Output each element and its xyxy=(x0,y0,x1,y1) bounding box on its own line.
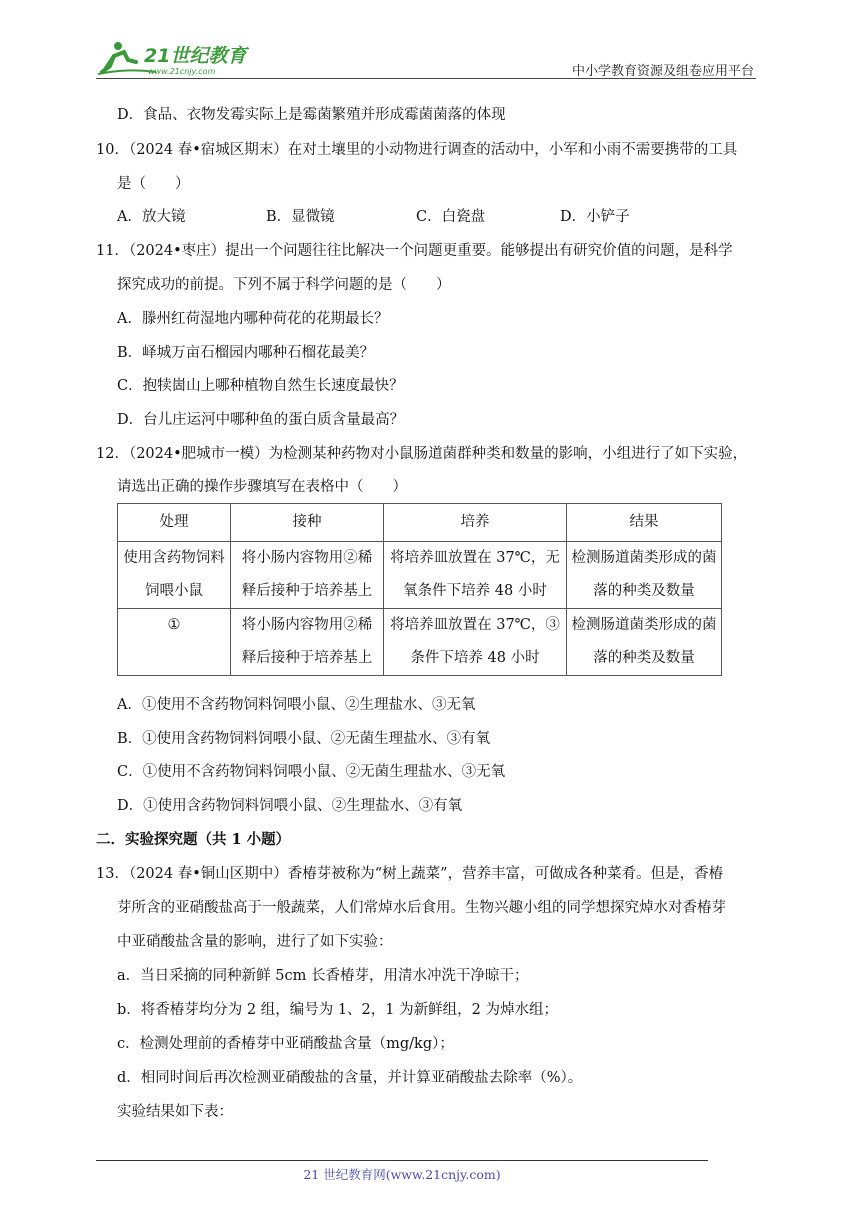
q13-step-a: a．当日采摘的同种新鲜 5cm 长香椿芽，用清水冲洗干净晾干； xyxy=(117,968,529,984)
q11-option-c: C．抱犊崮山上哪种植物自然生长速度最快？ xyxy=(117,378,404,394)
q9-option-d: D．食品、衣物发霉实际上是霉菌繁殖并形成霉菌菌落的体现 xyxy=(117,107,506,123)
q13-step-b: b．将香椿芽均分为 2 组，编号为 1、2，1 为新鲜组，2 为焯水组； xyxy=(117,1002,558,1018)
q13-stem-line1: 13．（2024 春•铜山区期中）香椿芽被称为“树上蔬菜”，营养丰富，可做成各种菜肴。但是，香椿 xyxy=(96,866,724,882)
q13-stem-line2: 芽所含的亚硝酸盐高于一般蔬菜，人们常焯水后食用。生物兴趣小组的同学想探究焯水对香椿芽 xyxy=(117,900,726,916)
footer-link[interactable]: 21 世纪教育网(www.21cnjy.com) xyxy=(303,1167,501,1182)
site-logo xyxy=(96,38,266,78)
table-header-cell: 结果 xyxy=(567,504,722,542)
platform-name: 中小学教育资源及组卷应用平台 xyxy=(571,64,754,79)
q10-option-a: A．放大镜 xyxy=(117,209,186,225)
q13-stem-line3: 中亚硝酸盐含量的影响，进行了如下实验： xyxy=(117,934,393,950)
cell-line: 将小肠内容物用②稀 xyxy=(241,550,373,566)
table-cell xyxy=(118,609,231,676)
cell-line: 氧条件下培养 48 小时 xyxy=(403,583,547,599)
cell-line: 饲喂小鼠 xyxy=(145,583,203,599)
table-header-row xyxy=(118,504,722,542)
q10-option-b: B．显微镜 xyxy=(266,209,335,225)
cell-line: 条件下培养 48 小时 xyxy=(410,650,540,666)
cell-line: 落的种类及数量 xyxy=(593,650,695,666)
q12-option-d: D．①使用含药物饲料饲喂小鼠、②生理盐水、③有氧 xyxy=(117,798,463,814)
table-cell xyxy=(567,609,722,676)
cell-line: 将小肠内容物用②稀 xyxy=(241,617,373,633)
experiment-table xyxy=(117,503,722,676)
logo-url: www.21cnjy.com xyxy=(148,67,216,76)
table-cell xyxy=(567,542,722,609)
table-cell xyxy=(118,542,231,609)
cell-line: 释后接种于培养基上 xyxy=(241,650,373,666)
q11-option-b: B．峄城万亩石榴园内哪种石榴花最美？ xyxy=(117,345,375,361)
table-cell xyxy=(231,542,384,609)
q10-stem-line2: 是（ ） xyxy=(117,176,190,192)
table-header-cell: 处理 xyxy=(118,504,231,542)
q10-option-d: D．小铲子 xyxy=(560,209,630,225)
table-header-cell: 培养 xyxy=(384,504,567,542)
section-title: 二．实验探究题（共 1 小题） xyxy=(96,831,291,848)
cell-line: ① xyxy=(167,617,181,633)
q12-stem-line2: 请选出正确的操作步骤填写在表格中（ ） xyxy=(117,479,407,495)
table-cell xyxy=(231,609,384,676)
footer-divider xyxy=(96,1160,708,1161)
cell-line: 使用含药物饲料 xyxy=(123,550,225,566)
q11-stem-line2: 探究成功的前提。下列不属于科学问题的是（ ） xyxy=(117,277,451,293)
cell-line: 释后接种于培养基上 xyxy=(241,583,373,599)
table-row xyxy=(118,542,722,609)
q11-option-d: D．台儿庄运河中哪种鱼的蛋白质含量最高？ xyxy=(117,412,405,428)
q10-option-c: C．白瓷盘 xyxy=(416,209,486,225)
table-cell xyxy=(384,609,567,676)
q10-stem-line1: 10．（2024 春•宿城区期末）在对土壤里的小动物进行调查的活动中，小军和小雨不需要携带的工具 xyxy=(96,142,738,158)
q12-option-c: C．①使用不含药物饲料饲喂小鼠、②无菌生理盐水、③无氧 xyxy=(117,764,506,780)
q13-step-d: d．相同时间后再次检测亚硝酸盐的含量，并计算亚硝酸盐去除率（%）。 xyxy=(117,1070,583,1086)
q12-stem-line1: 12．（2024•肥城市一模）为检测某种药物对小鼠肠道菌群种类和数量的影响，小组进行了如下实验， xyxy=(96,446,748,462)
q13-result-intro: 实验结果如下表： xyxy=(117,1104,233,1120)
cell-line: 检测肠道菌类形成的菌 xyxy=(571,617,717,633)
page-header xyxy=(96,38,756,79)
q11-option-a: A．滕州红荷湿地内哪种荷花的花期最长？ xyxy=(117,311,389,327)
q11-stem-line1: 11．（2024•枣庄）提出一个问题往往比解决一个问题更重要。能够提出有研究价值的问题，是科学 xyxy=(96,243,733,259)
cell-line: 检测肠道菌类形成的菌 xyxy=(571,550,717,566)
logo-text: 21世纪教育 xyxy=(144,45,247,67)
q12-option-a: A．①使用不含药物饲料饲喂小鼠、②生理盐水、③无氧 xyxy=(117,697,476,713)
table-row xyxy=(118,609,722,676)
cell-line: 将培养皿放置在 37℃，无 xyxy=(390,550,560,566)
table-cell xyxy=(384,542,567,609)
cell-line: 将培养皿放置在 37℃，③ xyxy=(390,617,560,633)
q13-step-c: c．检测处理前的香椿芽中亚硝酸盐含量（mg/kg）； xyxy=(117,1036,454,1052)
q12-option-b: B．①使用含药物饲料饲喂小鼠、②无菌生理盐水、③有氧 xyxy=(117,731,491,747)
cell-line: 落的种类及数量 xyxy=(593,583,695,599)
table-header-cell: 接种 xyxy=(231,504,384,542)
